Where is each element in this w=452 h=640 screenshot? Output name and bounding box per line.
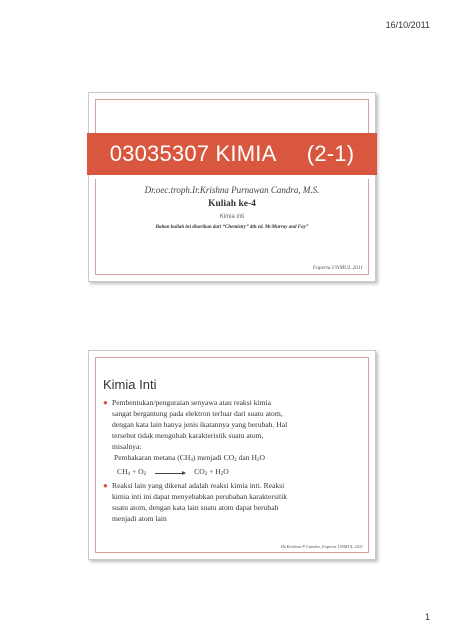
title-slide	[88, 92, 376, 282]
bullet-line: tersebut tidak mengubah karakteristik suatu atom,	[112, 431, 264, 440]
page-date: 16/10/2011	[385, 20, 430, 30]
author-name: Dr.oec.troph.Ir.Krishna Purnawan Candra, M.S.	[144, 185, 320, 195]
bullet-item	[103, 480, 363, 524]
frame-line	[368, 99, 369, 133]
bullet-line: Pembentukan/penguraian senyawa atau reaksi kimia	[112, 398, 271, 407]
bullet-icon: ●	[103, 481, 108, 490]
title-band	[87, 133, 377, 175]
frame-line	[95, 357, 369, 358]
page-number: 1	[424, 612, 430, 622]
lecture-topic: Kimia inti	[219, 214, 245, 220]
lecture-number: Kuliah ke-4	[208, 199, 256, 209]
slide-footer: Dr.Krishna P Candra, Faperta UNMUL 2011	[280, 544, 363, 549]
bullet-line: suatu atom, dengan kata lain suatu atom dapat berubah	[112, 503, 279, 512]
frame-line	[95, 274, 369, 275]
bullet-item	[103, 397, 363, 452]
bullet-line: sangat bergantung pada elektron terluar dari suatu atom,	[112, 409, 283, 418]
frame-line	[95, 357, 96, 553]
bullet-line: misalnya:	[112, 442, 142, 451]
bullet-icon: ●	[103, 398, 108, 407]
slide-title: Kimia Inti	[103, 377, 157, 392]
reaction-arrow-icon	[155, 473, 185, 474]
slide-title: 03035307 KIMIA (2-1)	[109, 141, 355, 166]
bullet-line: kimia inti ini dapat menyebabkan perubahan karaktersitik	[112, 492, 288, 501]
bullet-line: Reaksi lain yang dikenal adalah reaksi kimia inti. Reaksi	[112, 481, 285, 490]
chemical-equation: $CH_4 + O_2$ $CO_2 + H_2O$	[117, 467, 229, 477]
frame-line	[95, 552, 369, 553]
bullet-line: menjadi atom lain	[112, 514, 167, 523]
content-slide	[88, 350, 376, 560]
source-note: Bahan kuliah ini disarikan dari “Chemistry” 4th ed. McMurray and Fay”	[155, 225, 309, 230]
frame-line	[95, 99, 96, 133]
frame-line	[95, 99, 369, 100]
frame-line	[368, 357, 369, 553]
slide-footer: Faperta UNMUL 2011	[312, 265, 363, 271]
bullet-line: dengan kata lain hanya jenis ikatannya yang berubah. Hal	[112, 420, 288, 429]
slide-body	[103, 397, 363, 524]
example-line: Pembakaran metana $(CH_4)$ menjadi $CO_2$ dan $H_2O$	[114, 453, 265, 463]
